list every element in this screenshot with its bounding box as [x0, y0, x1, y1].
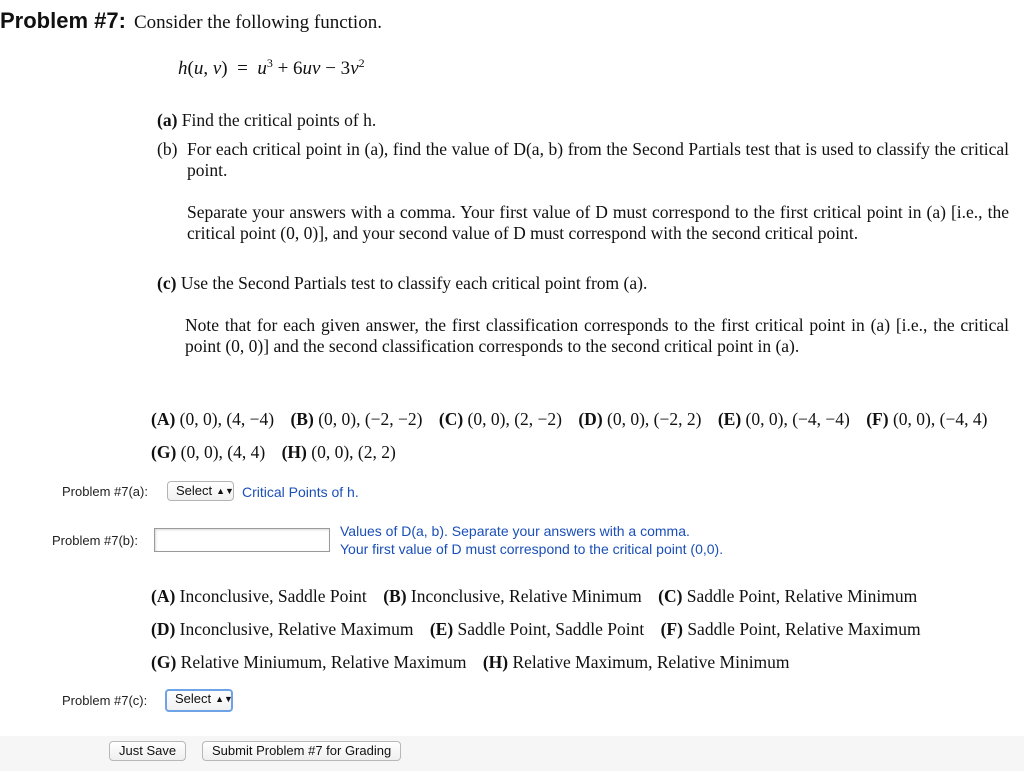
answer-b-input[interactable] [154, 528, 330, 552]
choice-c-D: (D) Inconclusive, Relative Maximum [151, 619, 414, 639]
part-c-text: Use the Second Partials test to classify each critical point from (a). [180, 273, 648, 293]
choice-a-H: (H) (0, 0), (2, 2) [281, 442, 396, 462]
part-c [157, 273, 647, 294]
part-b-note: Separate your answers with a comma. Your first value of D must correspond to the first critical point in (a) [i.e., the critical point (0, 0)], and your second value of D must correspond with the second critical point. [187, 202, 1009, 243]
choice-a-D: (D) (0, 0), (−2, 2) [578, 409, 702, 429]
select-arrows-icon: ▲▼ [216, 486, 234, 496]
choice-a-A: (A) (0, 0), (4, −4) [151, 409, 275, 429]
part-c-label: (c) [157, 273, 177, 293]
answer-b-hint-2: Your first value of D must correspond to the critical point (0,0). [340, 541, 724, 557]
choice-c-F: (F) Saddle Point, Relative Maximum [660, 619, 921, 639]
problem-header [0, 8, 382, 34]
answer-a-select[interactable]: Select ▲▼ [167, 481, 234, 501]
problem-title: Problem #7: [0, 8, 126, 33]
part-a [157, 110, 376, 131]
part-a-label: (a) [157, 110, 178, 130]
choices-c-row-1 [151, 586, 929, 607]
part-b-label: (b) [157, 139, 178, 159]
choices-a-row-2 [151, 442, 408, 463]
select-arrows-icon: ▲▼ [215, 694, 233, 704]
answer-b-label: Problem #7(b): [52, 533, 138, 548]
answer-c-select[interactable]: Select ▲▼ [165, 689, 233, 712]
choice-a-G: (G) (0, 0), (4, 4) [151, 442, 266, 462]
choice-a-B: (B) (0, 0), (−2, −2) [290, 409, 423, 429]
choice-a-F: (F) (0, 0), (−4, 4) [866, 409, 988, 429]
answer-a-hint: Critical Points of h. [242, 484, 359, 500]
answer-b-hint-1: Values of D(a, b). Separate your answers with a comma. [340, 523, 690, 539]
choice-c-B: (B) Inconclusive, Relative Minimum [383, 586, 642, 606]
part-a-text: Find the critical points of h. [181, 110, 377, 130]
part-b-text: For each critical point in (a), find the value of D(a, b) from the Second Partials test that is used to classify the critical point. [187, 139, 1009, 180]
choice-a-C: (C) (0, 0), (2, −2) [438, 409, 562, 429]
choice-c-C: (C) Saddle Point, Relative Minimum [658, 586, 918, 606]
choice-c-H: (H) Relative Maximum, Relative Minimum [482, 652, 790, 672]
just-save-button[interactable]: Just Save [109, 741, 186, 761]
choice-a-E: (E) (0, 0), (−4, −4) [717, 409, 850, 429]
submit-button[interactable]: Submit Problem #7 for Grading [202, 741, 401, 761]
answer-a-label: Problem #7(a): [62, 484, 148, 499]
choices-a-row-1 [151, 409, 987, 430]
part-c-note: Note that for each given answer, the first classification corresponds to the first critical point in (a) [i.e., the critical point (0, 0)] and the second classification corresponds to the second critical point in (a). [185, 315, 1009, 356]
answer-c-label: Problem #7(c): [62, 693, 148, 708]
choice-c-E: (E) Saddle Point, Saddle Point [429, 619, 645, 639]
choice-c-A: (A) Inconclusive, Saddle Point [151, 586, 367, 606]
choice-c-G: (G) Relative Miniumum, Relative Maximum [151, 652, 467, 672]
choices-c-row-2 [151, 619, 933, 640]
function-formula: h(u, $v) = u^3 + 6uv - 3v^2$ [178, 56, 365, 79]
problem-intro: Consider the following function. [133, 12, 382, 33]
choices-c-row-3 [151, 652, 802, 673]
